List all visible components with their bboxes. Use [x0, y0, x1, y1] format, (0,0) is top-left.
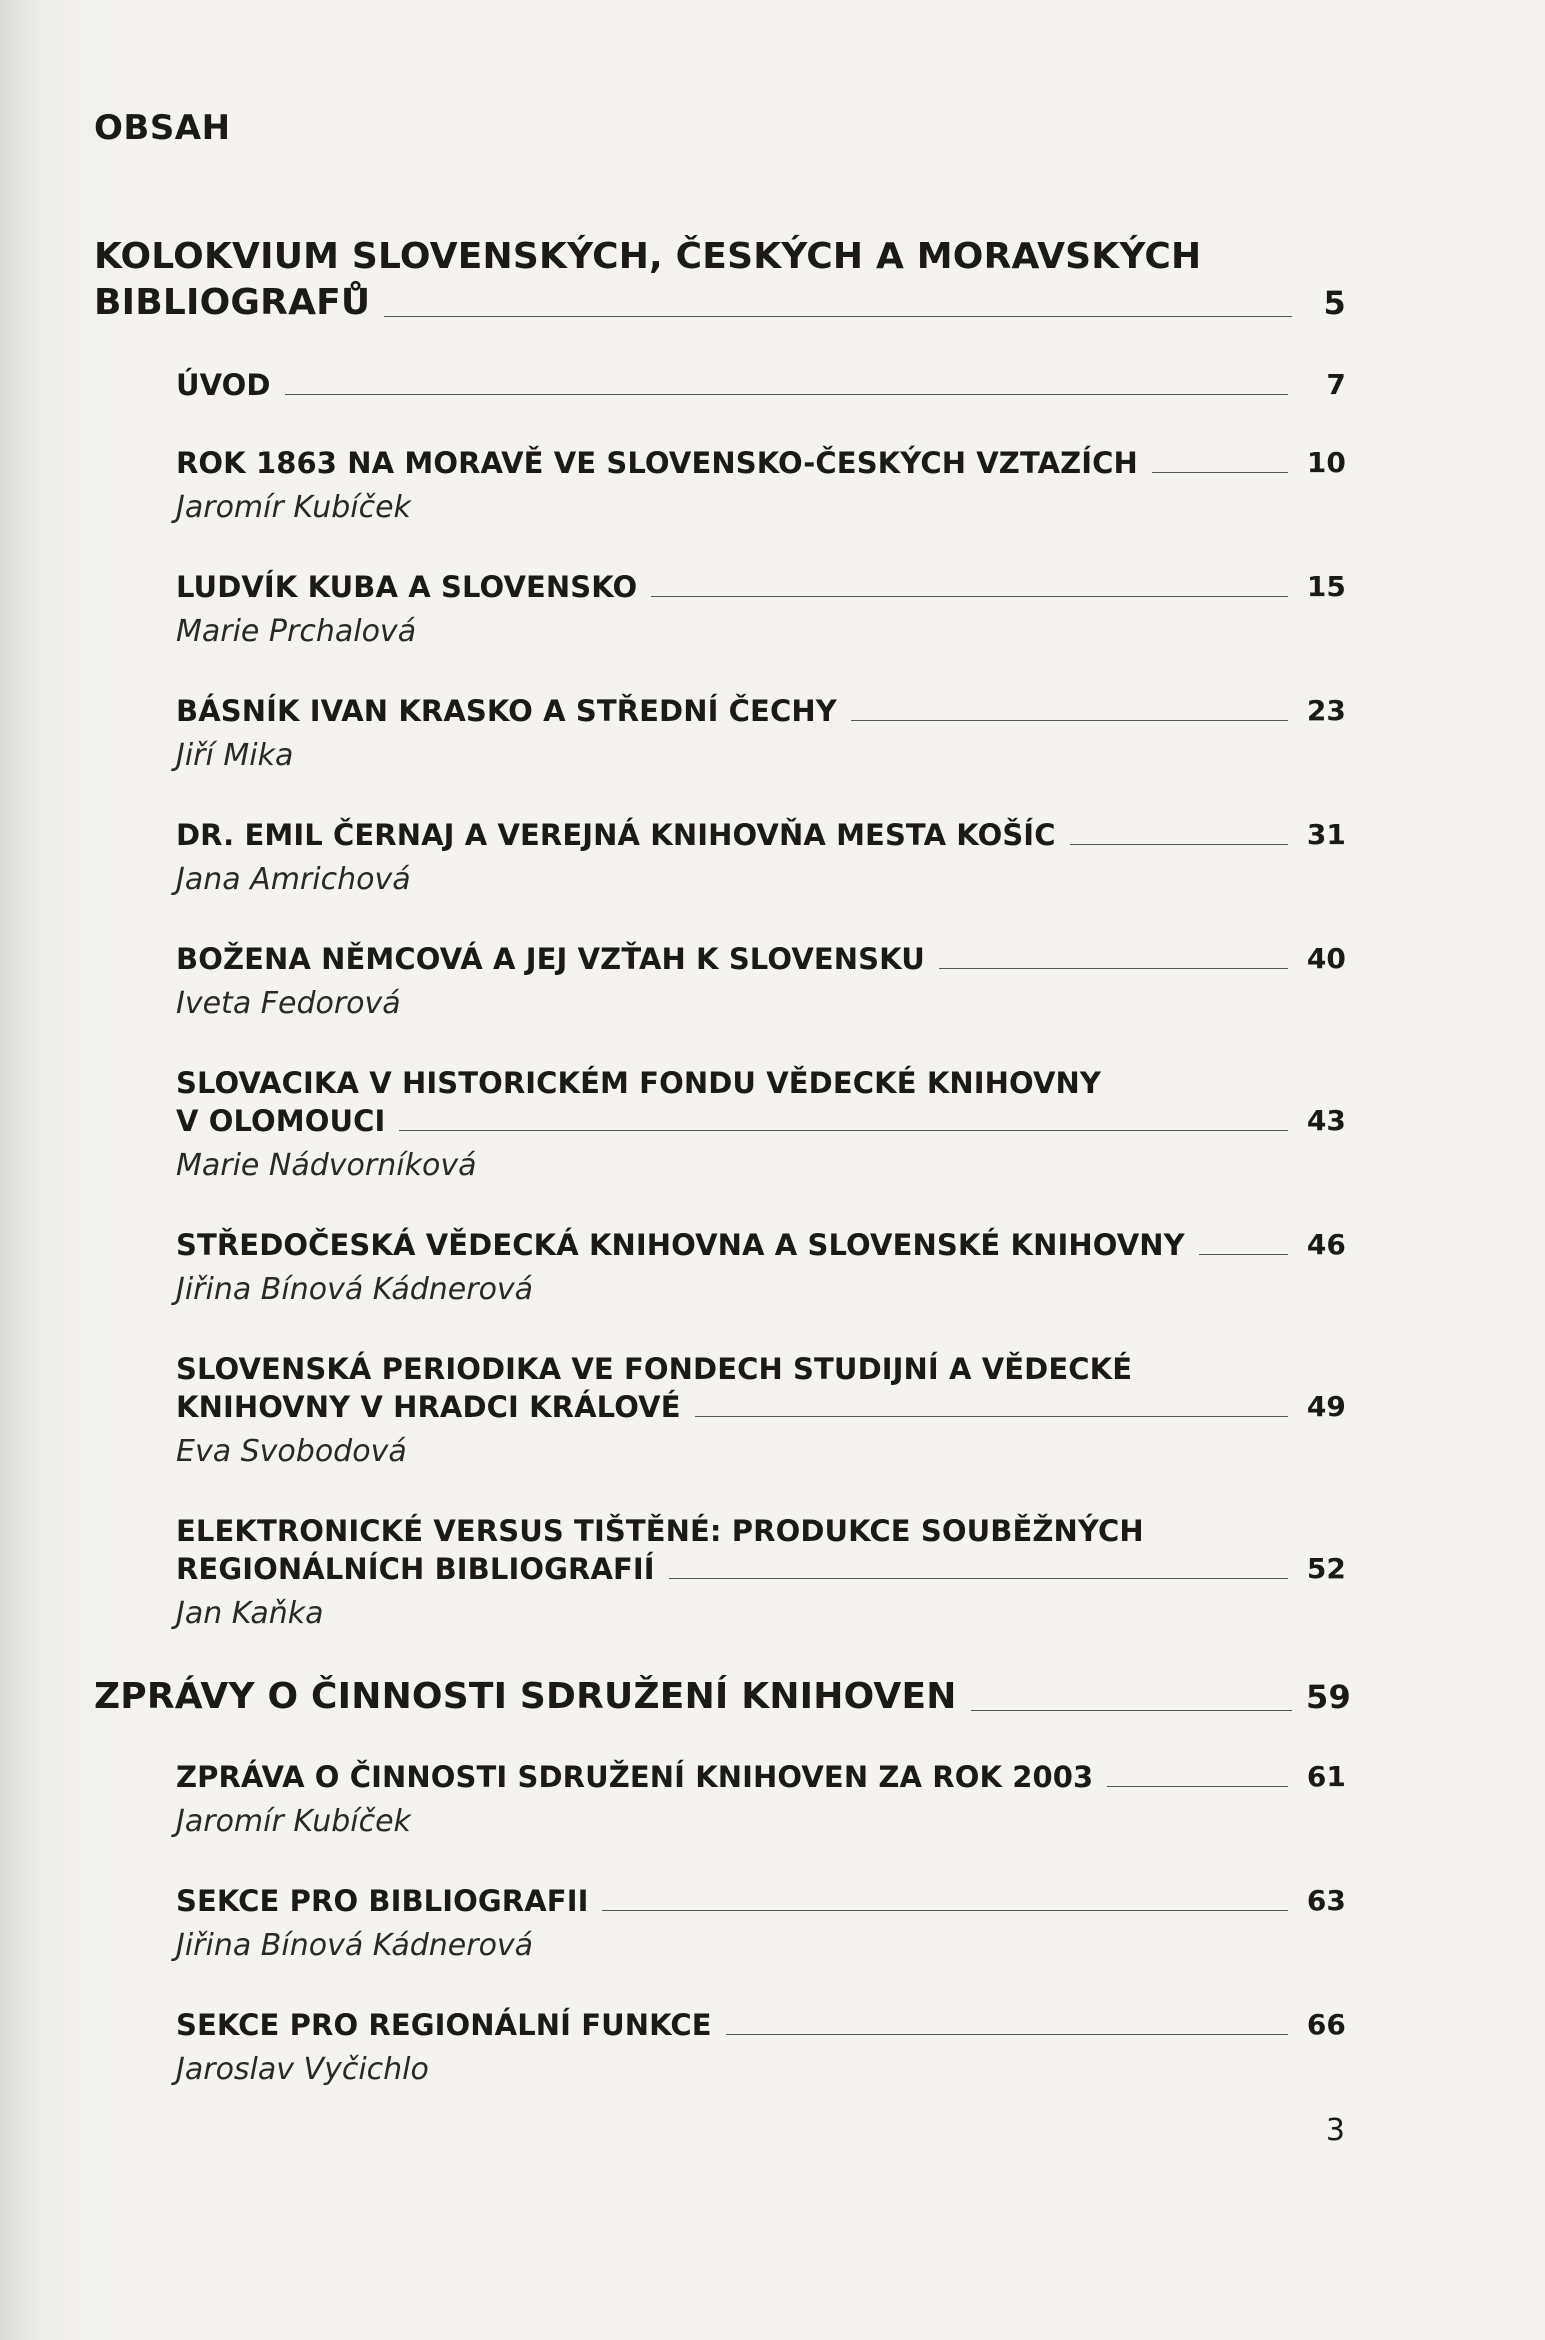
dot-leader	[651, 596, 1288, 597]
dot-leader	[851, 720, 1288, 721]
dot-leader	[285, 394, 1288, 395]
entry-page-number: 10	[1306, 446, 1346, 479]
entry-page-number: 31	[1306, 818, 1346, 851]
toc-entry	[176, 940, 1346, 1024]
entry-page-number: 43	[1306, 1104, 1346, 1137]
section-title-text: BIBLIOGRAFŮ	[94, 282, 371, 323]
entry-title	[176, 1882, 1346, 1920]
dot-leader	[1107, 1786, 1288, 1787]
entry-title-text: SEKCE PRO BIBLIOGRAFII	[176, 1884, 589, 1918]
entry-title-text: SEKCE PRO REGIONÁLNÍ FUNKCE	[176, 2008, 712, 2042]
toc-entry	[176, 2006, 1346, 2090]
toc-entry	[176, 1512, 1346, 1634]
entry-author: Jan Kaňka	[176, 1596, 324, 1631]
entry-title	[176, 1758, 1346, 1796]
entry-title-text: ELEKTRONICKÉ VERSUS TIŠTĚNÉ: PRODUKCE SOUBĚŽNÝCH	[176, 1514, 1144, 1548]
entry-title-text: V OLOMOUCI	[176, 1104, 386, 1138]
entry-author: Eva Svobodová	[176, 1434, 407, 1469]
entry-page-number: 23	[1306, 694, 1346, 727]
entry-title-text: ÚVOD	[176, 368, 271, 402]
entry-author: Iveta Fedorová	[176, 986, 401, 1021]
entry-title-text: LUDVÍK KUBA A SLOVENSKO	[176, 570, 638, 604]
entry-author: Jaromír Kubíček	[176, 1804, 411, 1839]
entry-page-number: 46	[1306, 1228, 1346, 1261]
entry-title	[176, 940, 1346, 978]
toc-entry	[176, 816, 1346, 900]
entry-title-text: BOŽENA NĚMCOVÁ A JEJ VZŤAH K SLOVENSKU	[176, 942, 925, 976]
entry-title-text: SLOVACIKA V HISTORICKÉM FONDU VĚDECKÉ KNIHOVNY	[176, 1066, 1102, 1100]
entry-author: Jaromír Kubíček	[176, 490, 411, 525]
entry-title-text: ROK 1863 NA MORAVĚ VE SLOVENSKO-ČESKÝCH VZTAZÍCH	[176, 446, 1138, 480]
toc-sections	[94, 234, 1351, 2090]
toc-entry	[176, 1350, 1346, 1472]
table-of-contents	[94, 108, 1351, 2130]
entry-title-text: BÁSNÍK IVAN KRASKO A STŘEDNÍ ČECHY	[176, 694, 837, 728]
dot-leader	[1152, 472, 1288, 473]
entry-page-number: 61	[1306, 1760, 1346, 1793]
article-list	[176, 366, 1346, 1634]
dot-leader	[399, 1130, 1288, 1131]
entry-author: Jiřina Bínová Kádnerová	[176, 1272, 534, 1307]
section-page-number: 59	[1306, 1678, 1351, 1716]
entry-page-number: 66	[1306, 2008, 1346, 2041]
section-page-number: 5	[1323, 284, 1346, 322]
toc-entry	[176, 692, 1346, 776]
toc-heading: OBSAH	[94, 108, 231, 148]
section-title	[94, 1674, 1351, 1720]
entry-title	[176, 1350, 1346, 1426]
toc-entry	[176, 1758, 1346, 1842]
dot-leader	[384, 316, 1292, 317]
entry-title	[176, 1226, 1346, 1264]
entry-page-number: 7	[1326, 368, 1346, 401]
entry-title-text: SLOVENSKÁ PERIODIKA VE FONDECH STUDIJNÍ A VĚDECKÉ	[176, 1352, 1133, 1386]
entry-title	[176, 366, 1346, 404]
section-title	[94, 234, 1346, 326]
entry-page-number: 49	[1306, 1390, 1346, 1423]
entry-title-text: STŘEDOČESKÁ VĚDECKÁ KNIHOVNA A SLOVENSKÉ KNIHOVNY	[176, 1228, 1185, 1262]
entry-title	[176, 816, 1346, 854]
entry-title-text: REGIONÁLNÍCH BIBLIOGRAFIÍ	[176, 1552, 655, 1586]
toc-entry	[176, 366, 1346, 404]
toc-entry	[176, 1064, 1346, 1186]
dot-leader	[695, 1416, 1288, 1417]
entry-title	[176, 692, 1346, 730]
entry-title-text: DR. EMIL ČERNAJ A VEREJNÁ KNIHOVŇA MESTA KOŠÍC	[176, 818, 1056, 852]
toc-entry	[176, 444, 1346, 528]
toc-section	[94, 1674, 1351, 2090]
article-list	[176, 1758, 1346, 2090]
entry-page-number: 52	[1306, 1552, 1346, 1585]
toc-section	[94, 234, 1346, 1634]
section-title-text: ZPRÁVY O ČINNOSTI SDRUŽENÍ KNIHOVEN	[94, 1676, 957, 1717]
entry-author: Marie Prchalová	[176, 614, 417, 649]
entry-author: Marie Nádvorníková	[176, 1148, 477, 1183]
dot-leader	[726, 2034, 1288, 2035]
dot-leader	[669, 1578, 1288, 1579]
dot-leader	[971, 1710, 1292, 1711]
entry-author: Jiří Mika	[176, 738, 294, 773]
entry-title	[176, 2006, 1346, 2044]
entry-page-number: 15	[1306, 570, 1346, 603]
entry-author: Jaroslav Vyčichlo	[176, 2052, 429, 2087]
entry-title	[176, 568, 1346, 606]
toc-entry	[176, 568, 1346, 652]
entry-title	[176, 1064, 1346, 1140]
entry-author: Jana Amrichová	[176, 862, 411, 897]
entry-title-text: ZPRÁVA O ČINNOSTI SDRUŽENÍ KNIHOVEN ZA ROK 2003	[176, 1760, 1094, 1794]
entry-title	[176, 444, 1346, 482]
entry-page-number: 40	[1306, 942, 1346, 975]
toc-entry	[176, 1226, 1346, 1310]
dot-leader	[1070, 844, 1288, 845]
dot-leader	[602, 1910, 1288, 1911]
dot-leader	[939, 968, 1288, 969]
entry-title	[176, 1512, 1346, 1588]
dot-leader	[1199, 1254, 1288, 1255]
entry-author: Jiřina Bínová Kádnerová	[176, 1928, 534, 1963]
entry-page-number: 63	[1306, 1884, 1346, 1917]
entry-title-text: KNIHOVNY V HRADCI KRÁLOVÉ	[176, 1390, 681, 1424]
page-number: 3	[1325, 2113, 1345, 2148]
section-title-text: KOLOKVIUM SLOVENSKÝCH, ČESKÝCH A MORAVSKÝCH	[94, 236, 1202, 277]
toc-entry	[176, 1882, 1346, 1966]
